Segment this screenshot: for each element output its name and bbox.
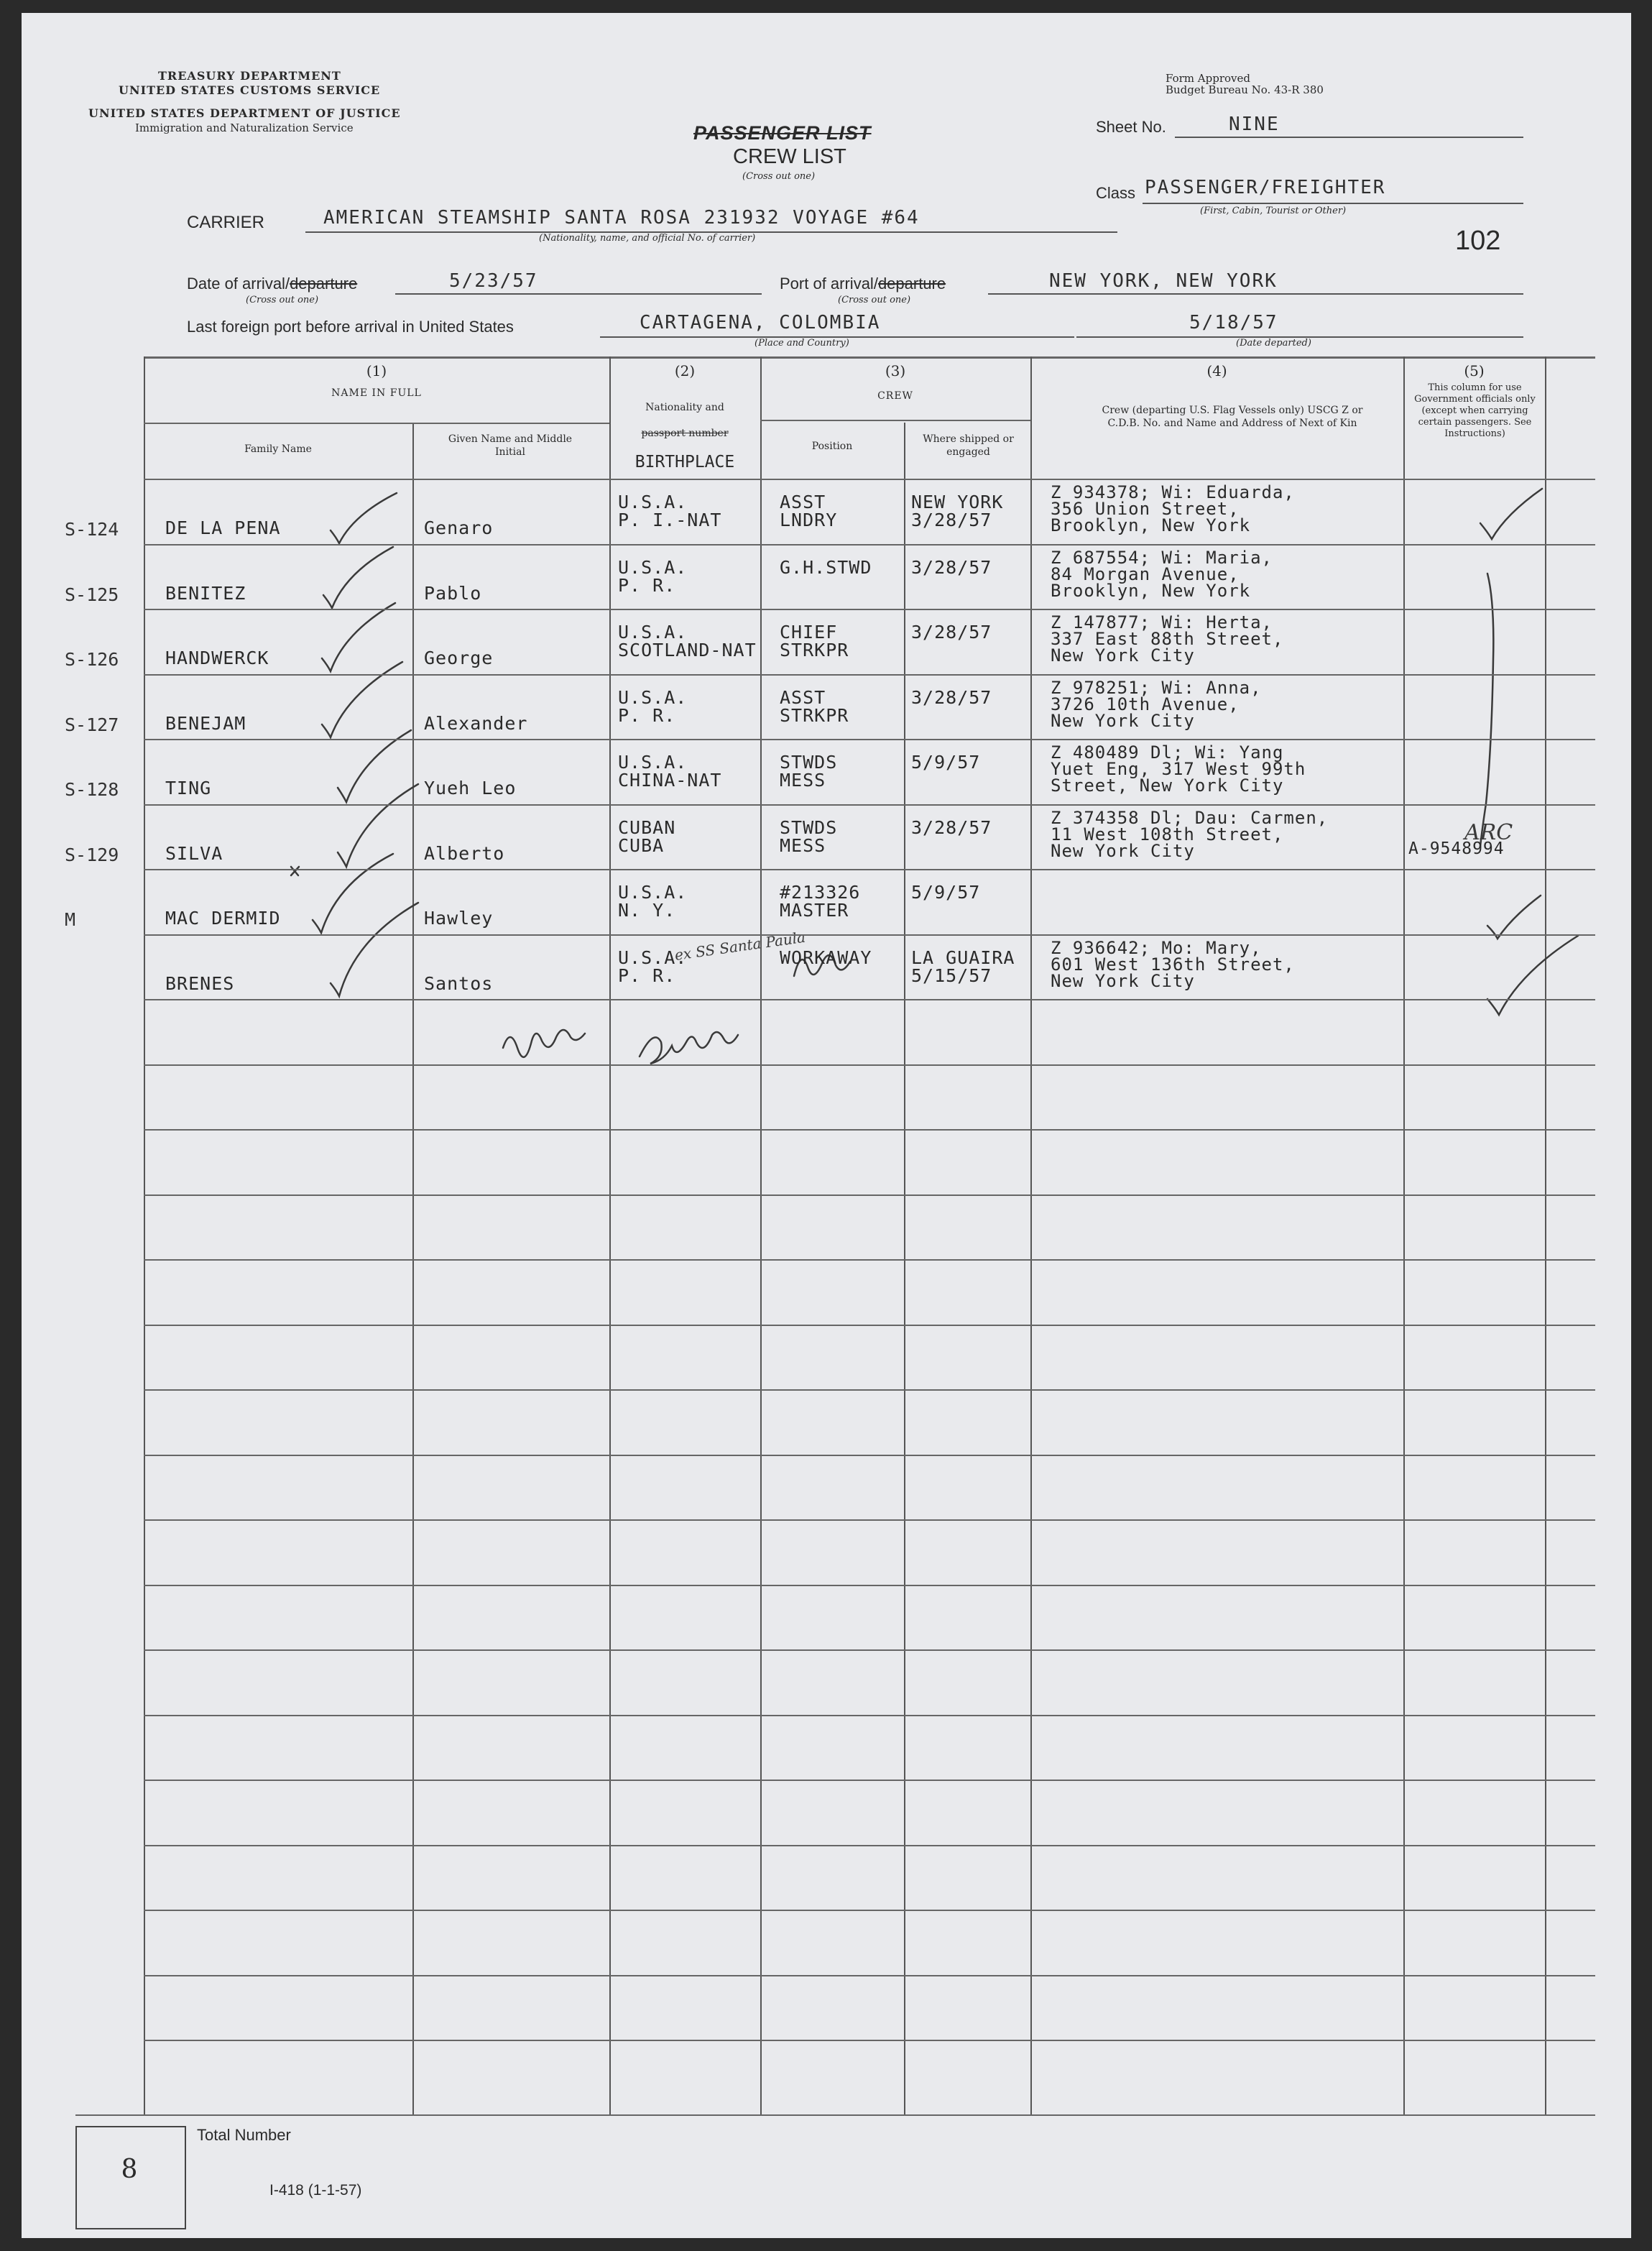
agency-line-3: UNITED STATES DEPARTMENT OF JUSTICE [88,106,401,120]
last-port-note: (Place and Country) [755,338,849,349]
position: CHIEF STRKPR [780,622,849,660]
family-name: BENITEZ [165,583,246,604]
col5-number: (5) [1464,362,1485,379]
check-mark-row4 [322,662,402,737]
given-name: Hawley [424,908,494,929]
col3-title: CREW [877,390,913,402]
sheet-no-label: Sheet No. [1096,118,1166,136]
total-number-label: Total Number [197,2126,291,2144]
next-of-kin: Z 934378; Wi: Eduarda, 356 Union Street, Brooklyn, New York [1051,482,1295,535]
where-shipped: LA GUAIRA 5/15/57 [911,947,1015,986]
nationality-birthplace: U.S.A. SCOTLAND-NAT [618,622,757,660]
col2-title: Nationality and [645,402,724,413]
row-divider [144,1259,1595,1261]
row-divider [144,2040,1595,2041]
row-divider [144,1519,1595,1521]
col1-number: (1) [366,362,387,379]
col3b-where-shipped: Where shipped or engaged [923,433,1014,458]
col1-title: NAME IN FULL [331,387,422,399]
handwritten-marks [22,13,1631,2238]
budget-bureau: Budget Bureau No. 43-R 380 [1166,83,1324,96]
crew-list-title: CREW LIST [733,145,846,168]
carrier-label: CARRIER [187,213,265,232]
where-shipped: 3/28/57 [911,557,992,578]
position: ASST STRKPR [780,687,849,726]
col2-number: (2) [674,362,696,379]
nationality-birthplace: U.S.A. P. R. [618,687,688,726]
col5-title: This column for use Government officials only (except when carrying certain passengers. See Instructions) [1414,382,1536,439]
row-label: S-127 [65,714,119,735]
row-label: S-124 [65,519,119,540]
family-name: SILVA [165,843,223,864]
where-shipped: 3/28/57 [911,687,992,708]
check-mark-row8 [331,903,418,996]
given-name: Alberto [424,843,505,864]
row-divider [144,1194,1595,1196]
given-name: Genaro [424,517,494,538]
arrival-date-value: 5/23/57 [449,270,538,292]
check-mark-row3 [322,603,395,671]
next-of-kin: Z 480489 Dl; Wi: Yang Yuet Eng, 317 West 99th Street, New York City [1051,742,1306,796]
check-mark-row7 [313,854,393,933]
agency-line-4: Immigration and Naturalization Service [135,121,354,134]
agency-line-1: TREASURY DEPARTMENT [158,69,341,83]
class-label: Class [1096,184,1136,202]
date-departed-note: (Date departed) [1236,338,1311,349]
family-name: TING [165,778,212,798]
row-divider [144,1585,1595,1586]
next-of-kin: Z 936642; Mo: Mary, 601 West 136th Street, New York City [1051,938,1295,991]
row-divider [144,544,1595,546]
row-divider [144,869,1595,870]
row-divider [144,1975,1595,1976]
arrival-cross-note: (Cross out one) [246,295,319,305]
position: STWDS MESS [780,752,838,791]
official-check-1 [1480,489,1542,539]
official-check-3 [1487,936,1578,1015]
col2-struck: passport number [641,428,729,439]
port-value: NEW YORK, NEW YORK [1049,270,1278,292]
row-divider [144,1129,1595,1131]
row-label: S-126 [65,649,119,670]
form-number: I-418 (1-1-57) [269,2182,362,2199]
check-mark-row1 [331,493,397,543]
row-divider [144,1325,1595,1326]
class-note: (First, Cabin, Tourist or Other) [1200,206,1347,216]
row-divider [144,1780,1595,1781]
arc-handwritten: ARC [1464,820,1513,845]
nationality-birthplace: CUBAN CUBA [618,817,676,856]
col1a-family-name: Family Name [244,443,312,455]
carrier-value: AMERICAN STEAMSHIP SANTA ROSA 231932 VOYAGE #64 [323,207,920,229]
given-name: Alexander [424,713,528,734]
family-name: BRENES [165,973,235,994]
signature-singer [640,1032,738,1064]
nationality-birthplace: U.S.A. N. Y. [618,882,688,921]
official-check-2 [1487,896,1541,939]
row-label: S-128 [65,779,119,800]
row-divider [144,1715,1595,1716]
given-name: George [424,648,494,668]
santa-paula-handwritten: ex SS Santa Paula [673,928,807,964]
col3a-position: Position [811,441,853,452]
passenger-list-title-struck: PASSENGER LIST [693,122,872,144]
crew-list-form [22,13,1631,2238]
row-divider [144,609,1595,610]
row-divider [144,1910,1595,1911]
last-port-value: CARTAGENA, COLOMBIA [640,312,881,333]
position: WORKAWAY [780,947,872,968]
given-name: Pablo [424,583,482,604]
date-departed-value: 5/18/57 [1189,312,1278,333]
next-of-kin: Z 978251; Wi: Anna, 3726 10th Avenue, New York City [1051,678,1262,731]
check-mark-row2 [323,547,393,608]
official-use: A-9548994 [1408,839,1505,858]
given-name: Santos [424,973,494,994]
title-note: (Cross out one) [742,171,816,182]
next-of-kin: Z 374358 Dl; Dau: Carmen, 11 West 108th Street, New York City [1051,808,1329,861]
nationality-birthplace: U.S.A. CHINA-NAT [618,752,722,791]
family-name: MAC DERMID [165,908,281,929]
nationality-birthplace: U.S.A. P. I.-NAT [618,492,722,530]
row-divider [144,999,1595,1000]
family-name: HANDWERCK [165,648,269,668]
agency-line-2: UNITED STATES CUSTOMS SERVICE [119,83,381,97]
row-label: S-125 [65,584,119,605]
check-mark-row6 [338,784,418,867]
col1b-given-name: Given Name and Middle Initial [448,433,573,458]
where-shipped: 5/9/57 [911,752,981,773]
family-name: BENEJAM [165,713,246,734]
position: STWDS MESS [780,817,838,856]
row-divider [144,674,1595,676]
port-label: Port of arrival/departure [780,275,946,293]
last-port-label: Last foreign port before arrival in United States [187,318,514,336]
col4-number: (4) [1206,362,1227,379]
sheet-no-value: NINE [1229,114,1280,135]
class-value: PASSENGER/FREIGHTER [1145,177,1386,198]
position: #213326 MASTER [780,882,861,921]
row-label: M [65,909,76,930]
next-of-kin: Z 147877; Wi: Herta, 337 East 88th Street, New York City [1051,612,1284,666]
carrier-note: (Nationality, name, and official No. of carrier) [539,233,756,244]
arrival-date-label: Date of arrival/departure [187,275,358,293]
official-bracket [1480,574,1493,847]
total-number-value: 8 [121,2155,138,2184]
row-divider [144,804,1595,806]
row-divider [144,1455,1595,1456]
initials-scrawl [503,1030,585,1057]
page-number: 102 [1455,226,1501,256]
row-divider [144,479,1595,480]
port-cross-note: (Cross out one) [838,295,911,305]
family-name: DE LA PENA [165,517,281,538]
row-label: S-129 [65,844,119,865]
col4-title: Crew (departing U.S. Flag Vessels only) USCG Z or C.D.B. No. and Name and Address of Next of Kin [1102,405,1363,429]
next-of-kin: Z 687554; Wi: Maria, 84 Morgan Avenue, Brooklyn, New York [1051,548,1273,601]
row-divider [144,934,1595,936]
nationality-birthplace: U.S.A. P. R. [618,557,688,596]
row-divider [144,1649,1595,1651]
position: ASST LNDRY [780,492,838,530]
where-shipped: 3/28/57 [911,622,992,643]
x-mark [291,867,299,875]
row-divider [144,1064,1595,1066]
where-shipped: NEW YORK 3/28/57 [911,492,1004,530]
row-divider [144,1389,1595,1391]
row-divider [144,739,1595,740]
position: G.H.STWD [780,557,872,578]
col3-number: (3) [885,362,906,379]
col2-birthplace: BIRTHPLACE [635,453,735,471]
nationality-birthplace: U.S.A. P. R. [618,947,688,986]
row-divider [144,1845,1595,1846]
given-name: Yueh Leo [424,778,517,798]
form-approved: Form Approved [1166,72,1250,85]
check-mark-row5 [338,730,411,802]
where-shipped: 3/28/57 [911,817,992,838]
where-shipped: 5/9/57 [911,882,981,903]
